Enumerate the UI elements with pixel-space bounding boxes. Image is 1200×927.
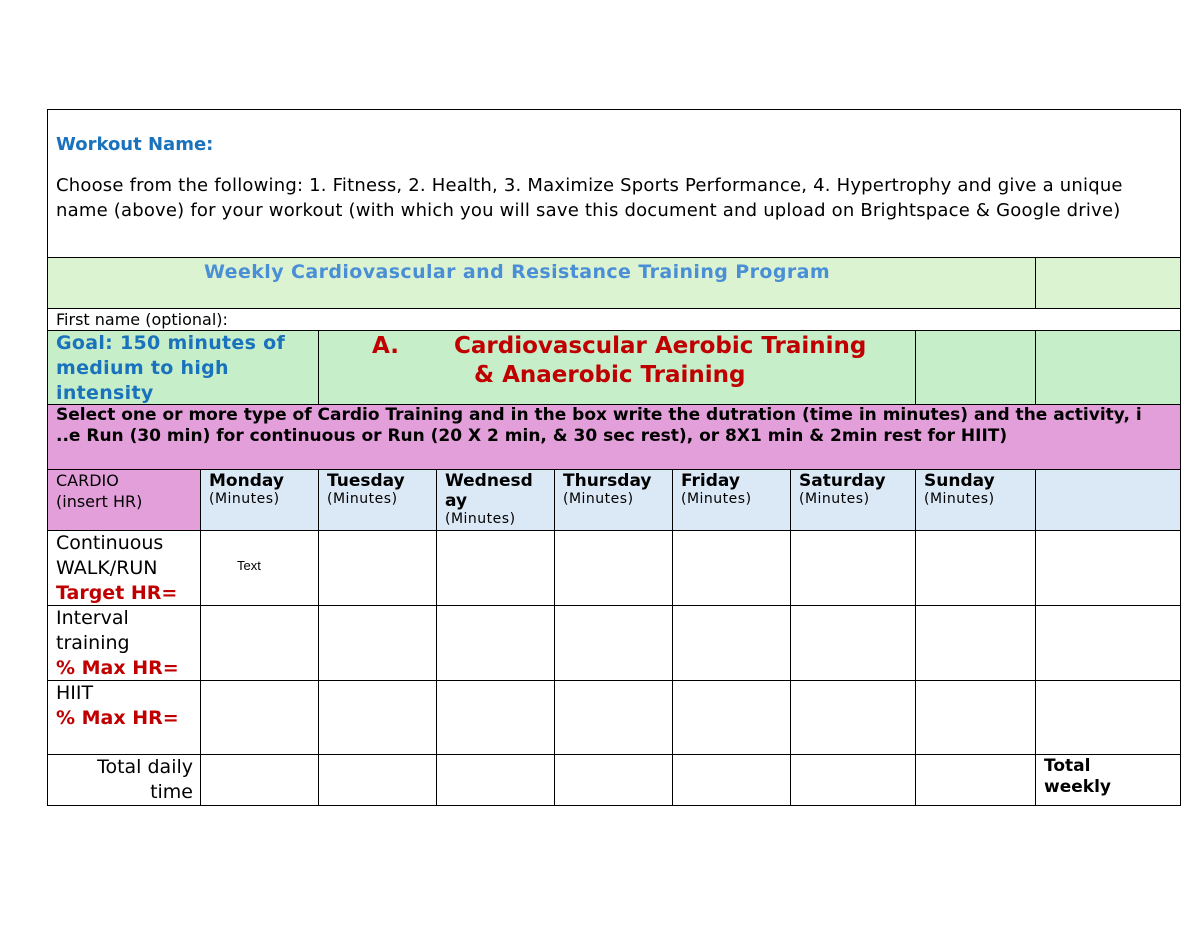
total-weekly-label: Total weekly — [1044, 756, 1111, 797]
row-label-line: Interval — [56, 607, 129, 629]
workout-name-section — [47, 109, 1181, 258]
monday-continuous-text[interactable]: Text — [237, 558, 261, 573]
total-monday[interactable] — [201, 755, 319, 806]
cell-hiit-extra[interactable] — [1036, 681, 1181, 755]
cell-interval-friday[interactable] — [673, 606, 791, 681]
total-daily-label: Total daily time — [97, 756, 193, 803]
total-thursday[interactable] — [555, 755, 673, 806]
day-name: Tuesday — [327, 471, 405, 491]
day-header-sunday — [916, 470, 1036, 531]
day-name: Sunday — [924, 471, 995, 491]
cell-hiit-sunday[interactable] — [916, 681, 1036, 755]
cell-continuous-tuesday[interactable] — [319, 531, 437, 606]
day-header-saturday — [791, 470, 916, 531]
cell-hiit-monday[interactable] — [201, 681, 319, 755]
day-header-friday — [673, 470, 791, 531]
day-header-thursday — [555, 470, 673, 531]
cardio-instructions-cell — [47, 405, 1181, 470]
cardio-header-line1: CARDIO — [56, 471, 119, 490]
target-hr-label: Target HR= — [56, 582, 178, 604]
total-daily-cell — [47, 755, 201, 806]
cell-interval-sunday[interactable] — [916, 606, 1036, 681]
cardio-header-line2: (insert HR) — [56, 492, 143, 511]
cell-continuous-sunday[interactable] — [916, 531, 1036, 606]
section-title: Cardiovascular Aerobic Training — [454, 333, 867, 359]
cell-hiit-friday[interactable] — [673, 681, 791, 755]
cell-interval-thursday[interactable] — [555, 606, 673, 681]
total-tuesday[interactable] — [319, 755, 437, 806]
cell-continuous-monday[interactable] — [201, 531, 319, 606]
day-unit: (Minutes) — [799, 491, 870, 507]
cell-hiit-saturday[interactable] — [791, 681, 916, 755]
row-label-line: WALK/RUN — [56, 557, 158, 579]
row-label-line: Continuous — [56, 532, 164, 554]
workout-name-label: Workout Name: — [56, 134, 214, 155]
day-unit: (Minutes) — [924, 491, 995, 507]
day-header-tuesday — [319, 470, 437, 531]
workout-instructions: Choose from the following: 1. Fitness, 2. Health, 3. Maximize Sports Performance, 4. Hypertrophy and give a unique name (above) for your workout (with which you will save this document and upload on Brightspace & Google drive) — [56, 175, 1123, 221]
first-name-label: First name (optional): — [56, 310, 228, 329]
total-wednesday[interactable] — [437, 755, 555, 806]
cardio-instructions-line1: Select one or more type of Cardio Training and in the box write the dutration (time in minutes) and the activity, i — [56, 405, 1142, 425]
row-label-continuous — [47, 531, 201, 606]
day-unit: (Minutes) — [445, 511, 516, 527]
day-name: Monday — [209, 471, 284, 491]
cell-continuous-thursday[interactable] — [555, 531, 673, 606]
total-friday[interactable] — [673, 755, 791, 806]
day-unit: (Minutes) — [563, 491, 634, 507]
day-name: Wednesd ay — [445, 471, 533, 511]
total-sunday[interactable] — [916, 755, 1036, 806]
cell-continuous-extra[interactable] — [1036, 531, 1181, 606]
max-hr-label: % Max HR= — [56, 707, 179, 729]
day-name: Thursday — [563, 471, 652, 491]
cell-interval-tuesday[interactable] — [319, 606, 437, 681]
row-label-interval — [47, 606, 201, 681]
total-saturday[interactable] — [791, 755, 916, 806]
section-letter: A. — [372, 333, 399, 359]
day-header-monday — [201, 470, 319, 531]
day-name: Friday — [681, 471, 740, 491]
section-title-line2: & Anaerobic Training — [474, 362, 746, 388]
cell-hiit-wednesday[interactable] — [437, 681, 555, 755]
total-weekly-cell[interactable] — [1036, 755, 1181, 806]
day-unit: (Minutes) — [209, 491, 280, 507]
cardio-instructions-line2: ..e Run (30 min) for continuous or Run (20 X 2 min, & 30 sec rest), or 8X1 min & 2min rest for HIIT) — [56, 426, 1008, 446]
cell-interval-wednesday[interactable] — [437, 606, 555, 681]
cell-interval-saturday[interactable] — [791, 606, 916, 681]
workout-form — [47, 109, 1181, 806]
row-label-line: training — [56, 632, 130, 654]
day-header-extra — [1036, 470, 1181, 531]
goal-text: Goal: 150 minutes of medium to high intensity — [56, 332, 286, 404]
first-name-cell[interactable] — [47, 309, 1181, 331]
cell-continuous-saturday[interactable] — [791, 531, 916, 606]
cardio-header-cell — [47, 470, 201, 531]
program-title: Weekly Cardiovascular and Resistance Training Program — [204, 261, 831, 283]
cell-continuous-friday[interactable] — [673, 531, 791, 606]
max-hr-label: % Max HR= — [56, 657, 179, 679]
cell-interval-monday[interactable] — [201, 606, 319, 681]
day-unit: (Minutes) — [681, 491, 752, 507]
section-title-cell — [319, 331, 916, 405]
day-unit: (Minutes) — [327, 491, 398, 507]
cell-interval-extra[interactable] — [1036, 606, 1181, 681]
section-extra-cell-2[interactable] — [1036, 331, 1181, 405]
cell-hiit-thursday[interactable] — [555, 681, 673, 755]
cell-continuous-wednesday[interactable] — [437, 531, 555, 606]
cell-hiit-tuesday[interactable] — [319, 681, 437, 755]
day-header-wednesday — [437, 470, 555, 531]
day-name: Saturday — [799, 471, 886, 491]
goal-cell — [47, 331, 319, 405]
program-title-cell — [47, 258, 1036, 309]
row-label-line: HIIT — [56, 682, 94, 704]
section-title-line1 — [319, 331, 915, 361]
program-title-extra-cell[interactable] — [1036, 258, 1181, 309]
section-extra-cell-1[interactable] — [916, 331, 1036, 405]
row-label-hiit — [47, 681, 201, 755]
